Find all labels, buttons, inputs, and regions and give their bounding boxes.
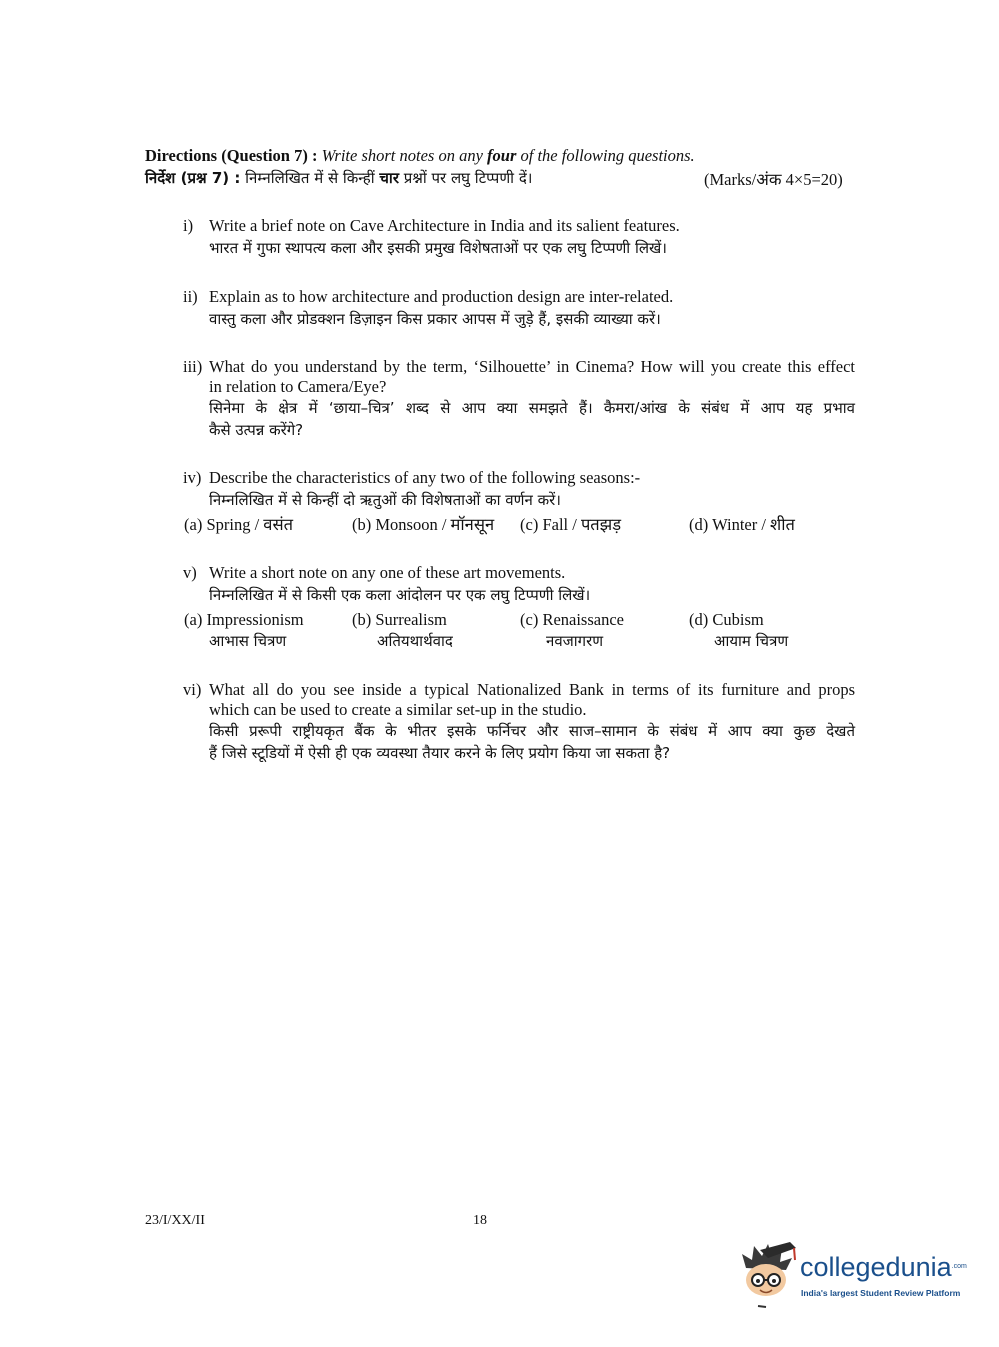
- directions-text-bold: four: [487, 146, 517, 165]
- question-i-en: Write a brief note on Cave Architecture in India and its salient features.: [209, 216, 680, 235]
- marks-label: (Marks/अंक 4×5=20): [704, 170, 843, 189]
- directions-hindi: [145, 167, 532, 189]
- question-iv-number: iv): [183, 468, 202, 487]
- directions-text-post: of the following questions.: [516, 146, 695, 165]
- season-option-a: (a) Spring / वसंत: [184, 515, 294, 534]
- season-option-c: (c) Fall / पतझड़: [520, 515, 622, 534]
- question-vi-en-line2: which can be used to create a similar set-up in the studio.: [209, 700, 587, 719]
- question-vi-hi-line1: किसी प्ररूपी राष्ट्रीयकृत बैंक के भीतर इसके फर्निचर और साज–सामान के संबंध में आप क्या कुछ देखते: [209, 722, 855, 740]
- art-option-a: (a) Impressionism: [184, 610, 304, 629]
- art-option-a-hi: आभास चित्रण: [209, 632, 287, 650]
- art-option-b-hi: अतियथार्थवाद: [377, 632, 453, 650]
- question-v-en: Write a short note on any one of these art movements.: [209, 563, 566, 582]
- question-v-number: v): [183, 563, 197, 582]
- art-option-d-hi: आयाम चित्रण: [714, 632, 789, 650]
- question-i-hi: भारत में गुफा स्थापत्य कला और इसकी प्रमुख विशेषताओं पर एक लघु टिप्पणी लिखें।: [209, 239, 667, 257]
- question-iii-en-line1: What do you understand by the term, ‘Silhouette’ in Cinema? How will you create this effect: [209, 357, 855, 376]
- directions-english: [145, 145, 695, 166]
- question-vi-en-line1: What all do you see inside a typical Nationalized Bank in terms of its furniture and props: [209, 680, 855, 699]
- art-option-c: (c) Renaissance: [520, 610, 624, 629]
- logo-tagline: India's largest Student Review Platform: [801, 1288, 961, 1298]
- logo-name: collegedunia: [800, 1252, 952, 1282]
- logo-wordmark: [800, 1252, 967, 1282]
- logo-suffix: .com: [951, 1263, 967, 1270]
- question-ii-number: ii): [183, 287, 198, 306]
- art-option-b: (b) Surrealism: [352, 610, 447, 629]
- question-i-number: i): [183, 216, 194, 235]
- question-v-hi: निम्नलिखित में से किसी एक कला आंदोलन पर एक लघु टिप्पणी लिखें।: [209, 586, 591, 604]
- question-iii-en-line2: in relation to Camera/Eye?: [209, 377, 387, 396]
- question-iii-number: iii): [183, 357, 203, 376]
- art-option-d: (d) Cubism: [689, 610, 764, 629]
- question-iv-hi: निम्नलिखित में से किन्हीं दो ऋतुओं की विशेषताओं का वर्णन करें।: [209, 491, 561, 509]
- season-option-d: (d) Winter / शीत: [689, 515, 795, 534]
- question-vi-hi-line2: हैं जिसे स्टूडियों में ऐसी ही एक व्यवस्था तैयार करने के लिए प्रयोग किया जा सकता है?: [209, 744, 671, 762]
- question-ii-hi: वास्तु कला और प्रोडक्शन डिज़ाइन किस प्रकार आपस में जुड़े हैं, इसकी व्याख्या करें।: [209, 310, 661, 328]
- question-iii-hi-line1: सिनेमा के क्षेत्र में ‘छाया–चित्र’ शब्द से आप क्या समझते हैं। कैमरा/आंख के संबंध में आप यह प्रभाव: [209, 399, 855, 417]
- directions-label: Directions (Question 7) :: [145, 146, 318, 165]
- directions-hindi-pre: निम्नलिखित में से किन्हीं: [245, 169, 380, 187]
- collegedunia-logo: [738, 1240, 968, 1312]
- question-iii-hi-line2: कैसे उत्पन्न करेंगे?: [209, 421, 304, 439]
- question-iv-en: Describe the characteristics of any two of the following seasons:-: [209, 468, 641, 487]
- season-option-b: (b) Monsoon / मॉनसून: [352, 515, 495, 534]
- paper-code: 23/I/XX/II: [145, 1213, 205, 1228]
- mascot-icon: [738, 1240, 798, 1312]
- page-number: 18: [473, 1213, 487, 1228]
- directions-hindi-label: निर्देश (प्रश्न 7) :: [145, 169, 241, 187]
- directions-hindi-bold: चार: [379, 169, 399, 187]
- directions-text-pre: Write short notes on any: [321, 146, 488, 165]
- art-option-c-hi: नवजागरण: [546, 632, 604, 650]
- question-ii-en: Explain as to how architecture and production design are inter-related.: [209, 287, 674, 306]
- directions-hindi-post: प्रश्नों पर लघु टिप्पणी दें।: [398, 169, 533, 187]
- question-vi-number: vi): [183, 680, 202, 699]
